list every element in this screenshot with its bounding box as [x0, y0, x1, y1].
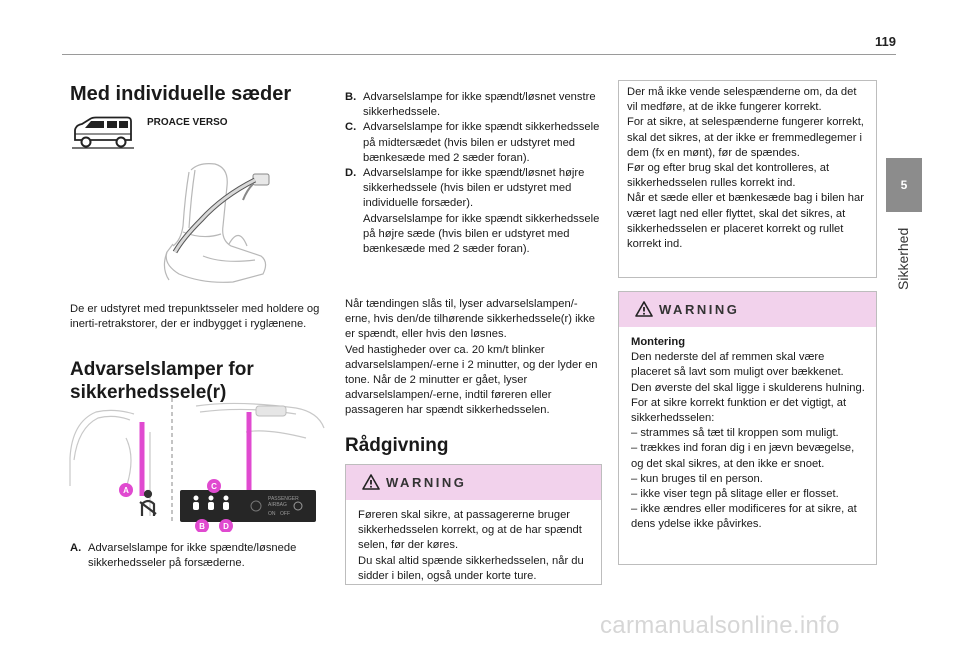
info-box — [618, 80, 877, 278]
panel-off-label: OFF — [280, 511, 290, 517]
panel-airbag-label: AIRBAG — [268, 502, 287, 508]
warning-header — [619, 292, 876, 327]
list-item-c — [345, 120, 600, 166]
warning-text: Føreren skal sikre, at passagererne bruger sikkerhedsselen korrekt, og at de har spændt selen, før der køres. Du skal altid spænde sikkerhedsselen, når du sidder i bilen, også under korte ture. — [358, 509, 584, 582]
warning-label: WARNING — [659, 302, 740, 317]
warning-subtitle: Montering — [631, 336, 686, 348]
callout-c: C — [211, 482, 217, 491]
item-text: Advarselslampe for ikke spændt/løsnet venstre sikkerhedssele. — [363, 91, 596, 119]
intro-paragraph: De er udstyret med trepunktsseler med holdere og inerti-retrakstorer, der er indbygget i ryglænene. — [70, 303, 320, 331]
warning-content — [619, 327, 876, 537]
model-label: PROACE VERSO — [147, 117, 228, 128]
item-text: Advarselslampe for ikke spændt/løsnet højre sikkerhedssele (hvis bilen er udstyret med individuelle forsæder). Advarselslampe for ikke spændt sikkerhedssele på højre sæde (hvis bilen er udstyret med bænkesæde med 2 sæder foran). — [363, 167, 600, 256]
page-number: 119 — [875, 34, 896, 49]
list-item-a — [70, 541, 320, 571]
ignition-paragraph: Når tændingen slås til, lyser advarselslampen/-erne, hvis den/de tilhørende sikkerhedssele(r) ikke er spændt, eller hvis den løsnes. Ved hastigheder over ca. 20 km/t blinker advarselslampen/-erne i 2 minutter, og der lyder en tone. Når de 2 minutter er gået, lyser advarselslampen/-erne, indtil føreren eller passageren har spændt sikkerhedsselen. — [345, 298, 598, 417]
callout-b: B — [199, 522, 205, 531]
list-item-d — [345, 166, 600, 257]
item-text: Advarselslampe for ikke spændte/løsnede sikkerhedsseler på forsæderne. — [88, 542, 297, 570]
van-icon — [72, 116, 134, 150]
section-title: Med individuelle sæder — [70, 83, 292, 105]
warning-text: Den nederste del af remmen skal være placeret så lavt som muligt over bækkenet. Den øverste del skal ligge i skulderens hulning. For at sikre korrekt funktion er det vigtigt, at sikkerhedsselen: – strammes så tæt til kroppen som muligt. – trækkes ind foran dig i en jævn bevægelse, og det skal sikres, at den ikke er snoet. – kun bruges til en person. – ikke viser tegn på slitage eller er flosset. – ikke ændres eller modificeres for at sikre, at dens ydelse ikke påvirkes. — [631, 351, 865, 531]
warning-box-driver — [345, 464, 602, 585]
callout-a: A — [123, 486, 129, 495]
dashboard-illustration — [66, 398, 328, 532]
warning-label: WARNING — [386, 475, 467, 490]
item-label: C. — [345, 121, 357, 134]
callout-d: D — [223, 522, 229, 531]
seat-belt-illustration — [143, 156, 283, 291]
info-box-text: Der må ikke vende selespænderne om, da det vil medføre, at de ikke fungerer korrekt. For at sikre, at selespænderne fungerer korrekt, skal det sikres, at der ikke er fremmedlegemer i dem (fx en mønt), før de spændes. Før og efter brug skal det kontrolleres, at sikkerhedsselen rulles korrekt ind. Når et sæde eller et bænkesæde bag i bilen har været lagt ned eller flyttet, skal det sikres, at sikkerhedsselen er placeret korrekt og rullet korrekt ind. — [627, 86, 864, 251]
item-label: D. — [345, 167, 357, 180]
header-rule — [62, 54, 896, 55]
warning-lamps-title: Advarselslamper for sikkerhedssele(r) — [70, 359, 254, 403]
panel-passenger-label: PASSENGER — [268, 496, 299, 502]
watermark: carmanualsonline.info — [600, 612, 840, 639]
chapter-tab-number[interactable]: 5 — [886, 158, 922, 212]
item-label: A. — [70, 542, 82, 554]
warning-triangle-icon — [362, 474, 380, 490]
warning-triangle-icon — [635, 301, 653, 317]
panel-on-label: ON — [268, 511, 276, 517]
warning-box-mounting — [618, 291, 877, 565]
item-text: Advarselslampe for ikke spændt sikkerhedssele på midtersædet (hvis bilen er udstyret med bænkesæde med 2 sæder foran). — [363, 121, 600, 164]
advice-title: Rådgivning — [345, 435, 449, 456]
item-label: B. — [345, 91, 357, 103]
warning-header — [346, 465, 601, 500]
list-item-b — [345, 90, 600, 120]
lamp-list — [345, 90, 600, 257]
chapter-tab-label: Sikkerhed — [895, 227, 911, 290]
